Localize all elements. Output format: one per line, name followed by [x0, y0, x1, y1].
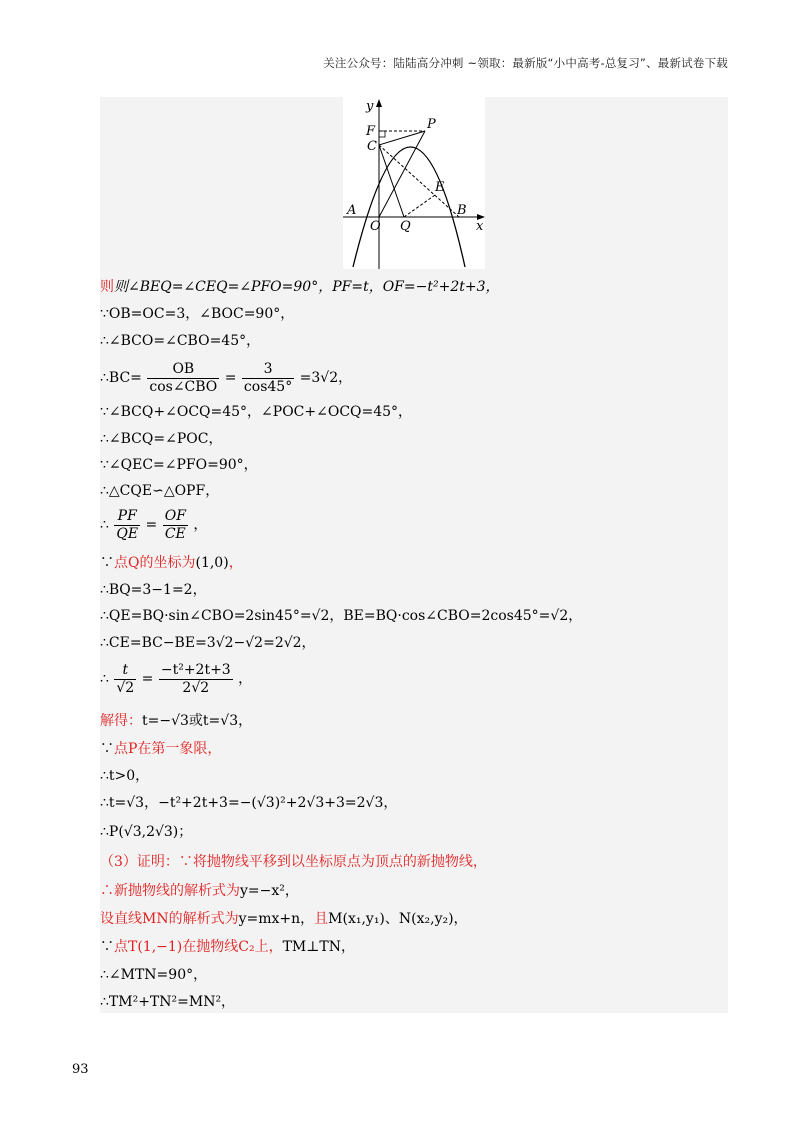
line-22: 设直线MN的解析式为y=mx+n，且M(x₁,y₁)、N(x₂,y₂)， [100, 911, 468, 927]
line-21: ∴新抛物线的解析式为y=−x²， [100, 883, 299, 899]
line-24: ∴∠MTN=90°， [100, 967, 208, 983]
line-7: ∵∠QEC=∠PFO=90°， [100, 457, 258, 473]
coordinate-diagram [343, 97, 485, 269]
line-14: ∴ $\frac{t}{√2}$ = $\frac{\text{−t²+2t+3}}{2√2}$ ， [100, 661, 253, 696]
label-O: O [370, 219, 381, 234]
line-8: ∴△CQE∽△OPF， [100, 483, 220, 499]
label-Q: Q [400, 219, 411, 234]
label-E: E [435, 180, 445, 195]
line-1: 则则∠BEQ=∠CEQ=∠PFO=90°，PF=t，OF=−t²+2t+3， [100, 279, 500, 295]
page-header: 关注公众号：陆陆高分冲刺 ~领取：最新版“小中高考-总复习”、最新试卷下载 [323, 56, 728, 70]
line-13: ∴CE=BC−BE=3√2−√2=2√2， [100, 635, 316, 651]
label-B: B [457, 203, 467, 218]
line-19: ∴P(√3,2√3)； [100, 824, 193, 840]
line-5: ∵∠BCQ+∠OCQ=45°，∠POC+∠OCQ=45°， [100, 404, 413, 420]
line-16: ∵点P在第一象限， [100, 741, 222, 757]
line-10: ∵点Q的坐标为(1,0)， [100, 555, 243, 571]
line-4: ∴BC= $\frac{OB}{\text{cos∠CBO}}$ = $\frac{3}{\cos 45^\circ}$ =3√2， [100, 360, 353, 395]
line-20: （3）证明：∵将抛物线平移到以坐标原点为顶点的新抛物线， [100, 854, 487, 870]
line-15: 解得：t=−√3或t=√3， [100, 713, 253, 729]
parabola-figure [343, 97, 485, 269]
page-number: 93 [72, 1062, 89, 1077]
line-2: ∵OB=OC=3，∠BOC=90°， [100, 306, 295, 322]
line-6: ∴∠BCQ=∠POC， [100, 431, 223, 447]
line-3: ∴∠BCO=∠CBO=45°， [100, 333, 261, 349]
line-18: ∴t=√3，−t²+2t+3=−(√3)²+2√3+3=2√3， [100, 795, 398, 811]
label-A: A [347, 203, 357, 218]
solution-area [100, 97, 728, 1013]
label-P: P [427, 117, 436, 132]
line-9: ∴ $\frac{PF}{QE}$ = $\frac{OF}{CE}$ ， [100, 507, 208, 542]
line-23: ∵点T(1,−1)在抛物线C₂上，TM⊥TN， [100, 939, 356, 955]
label-C: C [367, 139, 377, 154]
label-y: y [366, 99, 374, 114]
line-25: ∴TM²+TN²=MN²， [100, 994, 236, 1010]
line-17: ∴t>0， [100, 768, 150, 784]
label-x: x [476, 219, 484, 234]
label-F: F [366, 124, 376, 139]
line-12: ∴QE=BQ·sin∠CBO=2sin45°=√2，BE=BQ·cos∠CBO=2cos45°=√2， [100, 608, 583, 624]
line-11: ∴BQ=3−1=2， [100, 582, 207, 598]
